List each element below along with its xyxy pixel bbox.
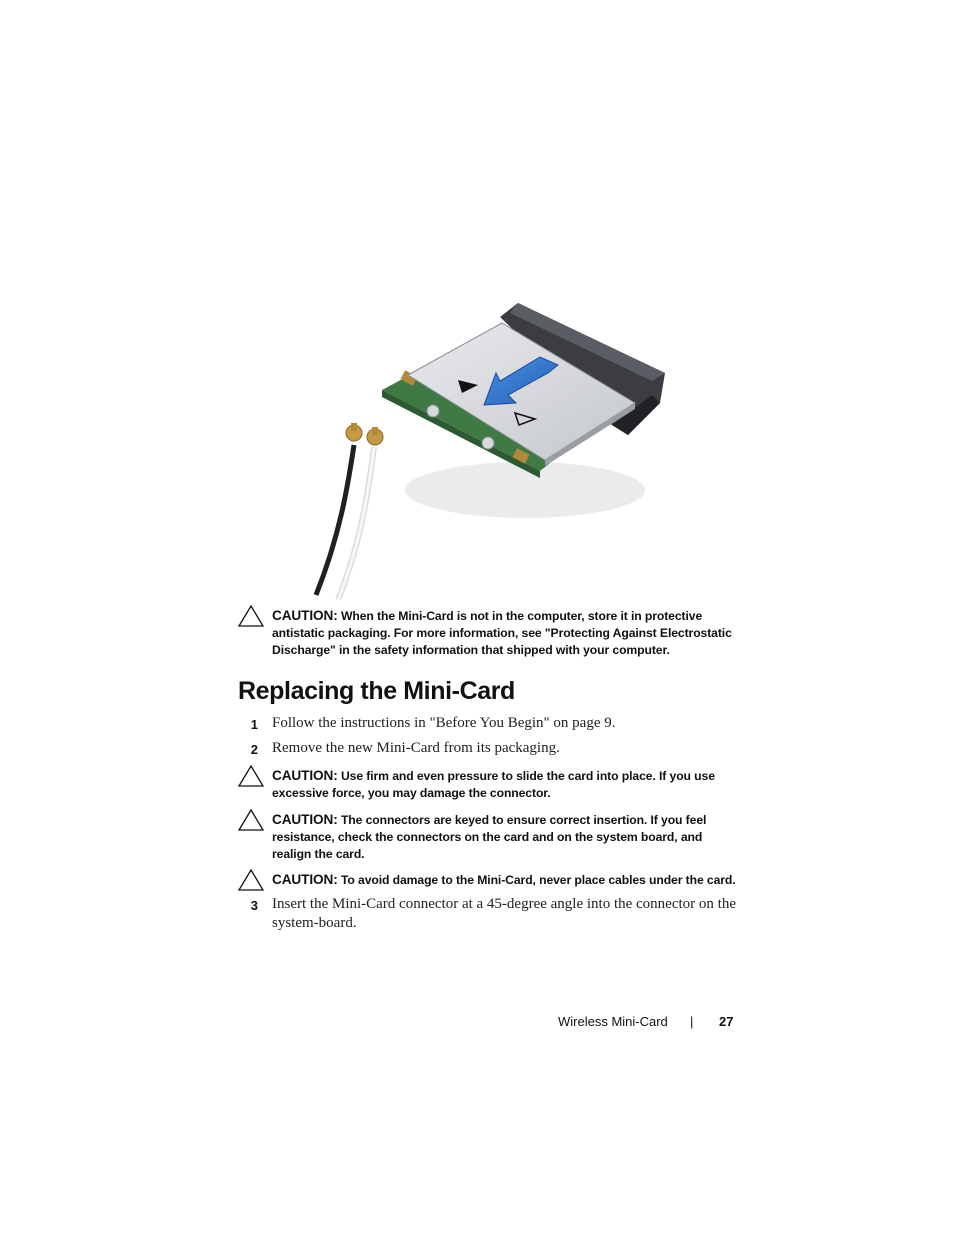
antenna-cable-white [338, 447, 374, 600]
step-item [238, 895, 738, 933]
antenna-connector [427, 405, 439, 417]
caution-text: The connectors are keyed to ensure correct insertion. If you feel resistance, check the connectors on the card and on the system board, and realign the card. [272, 813, 707, 861]
mini-card-illustration [290, 295, 680, 600]
caution-note [238, 607, 738, 659]
antenna-connector [482, 437, 494, 449]
step-text: Follow the instructions in "Before You Begin" on page 9. [272, 715, 616, 731]
step-item [238, 739, 738, 758]
caution-label: CAUTION: [272, 812, 338, 827]
caution-label: CAUTION: [272, 608, 338, 623]
page-number: 27 [719, 1014, 734, 1029]
caution-triangle-icon [238, 765, 264, 787]
caution-note [238, 767, 738, 802]
step-number: 3 [250, 898, 258, 913]
caution-label: CAUTION: [272, 872, 338, 887]
caution-label: CAUTION: [272, 768, 338, 783]
section-title: Replacing the Mini-Card [238, 677, 515, 705]
caution-note [238, 811, 738, 863]
caution-triangle-icon [238, 809, 264, 831]
card-shadow [405, 462, 645, 518]
step-number: 1 [250, 717, 258, 732]
caution-text: Use firm and even pressure to slide the card into place. If you use excessive force, you may damage the connector. [272, 769, 715, 800]
step-text: Insert the Mini-Card connector at a 45-degree angle into the connector on the system-board. [272, 896, 736, 931]
caution-triangle-icon [238, 869, 264, 891]
caution-text: When the Mini-Card is not in the computer, store it in protective antistatic packaging. For more information, see "Protecting Against Electrostatic Discharge" in the safety information that shipped with your computer. [272, 609, 732, 657]
step-number: 2 [250, 742, 258, 757]
step-text: Remove the new Mini-Card from its packaging. [272, 740, 560, 756]
footer-separator: | [690, 1014, 694, 1029]
footer-chapter: Wireless Mini-Card [558, 1014, 668, 1029]
step-item [238, 714, 738, 733]
caution-note [238, 871, 738, 889]
caution-text: To avoid damage to the Mini-Card, never place cables under the card. [340, 873, 736, 887]
caution-triangle-icon [238, 605, 264, 627]
